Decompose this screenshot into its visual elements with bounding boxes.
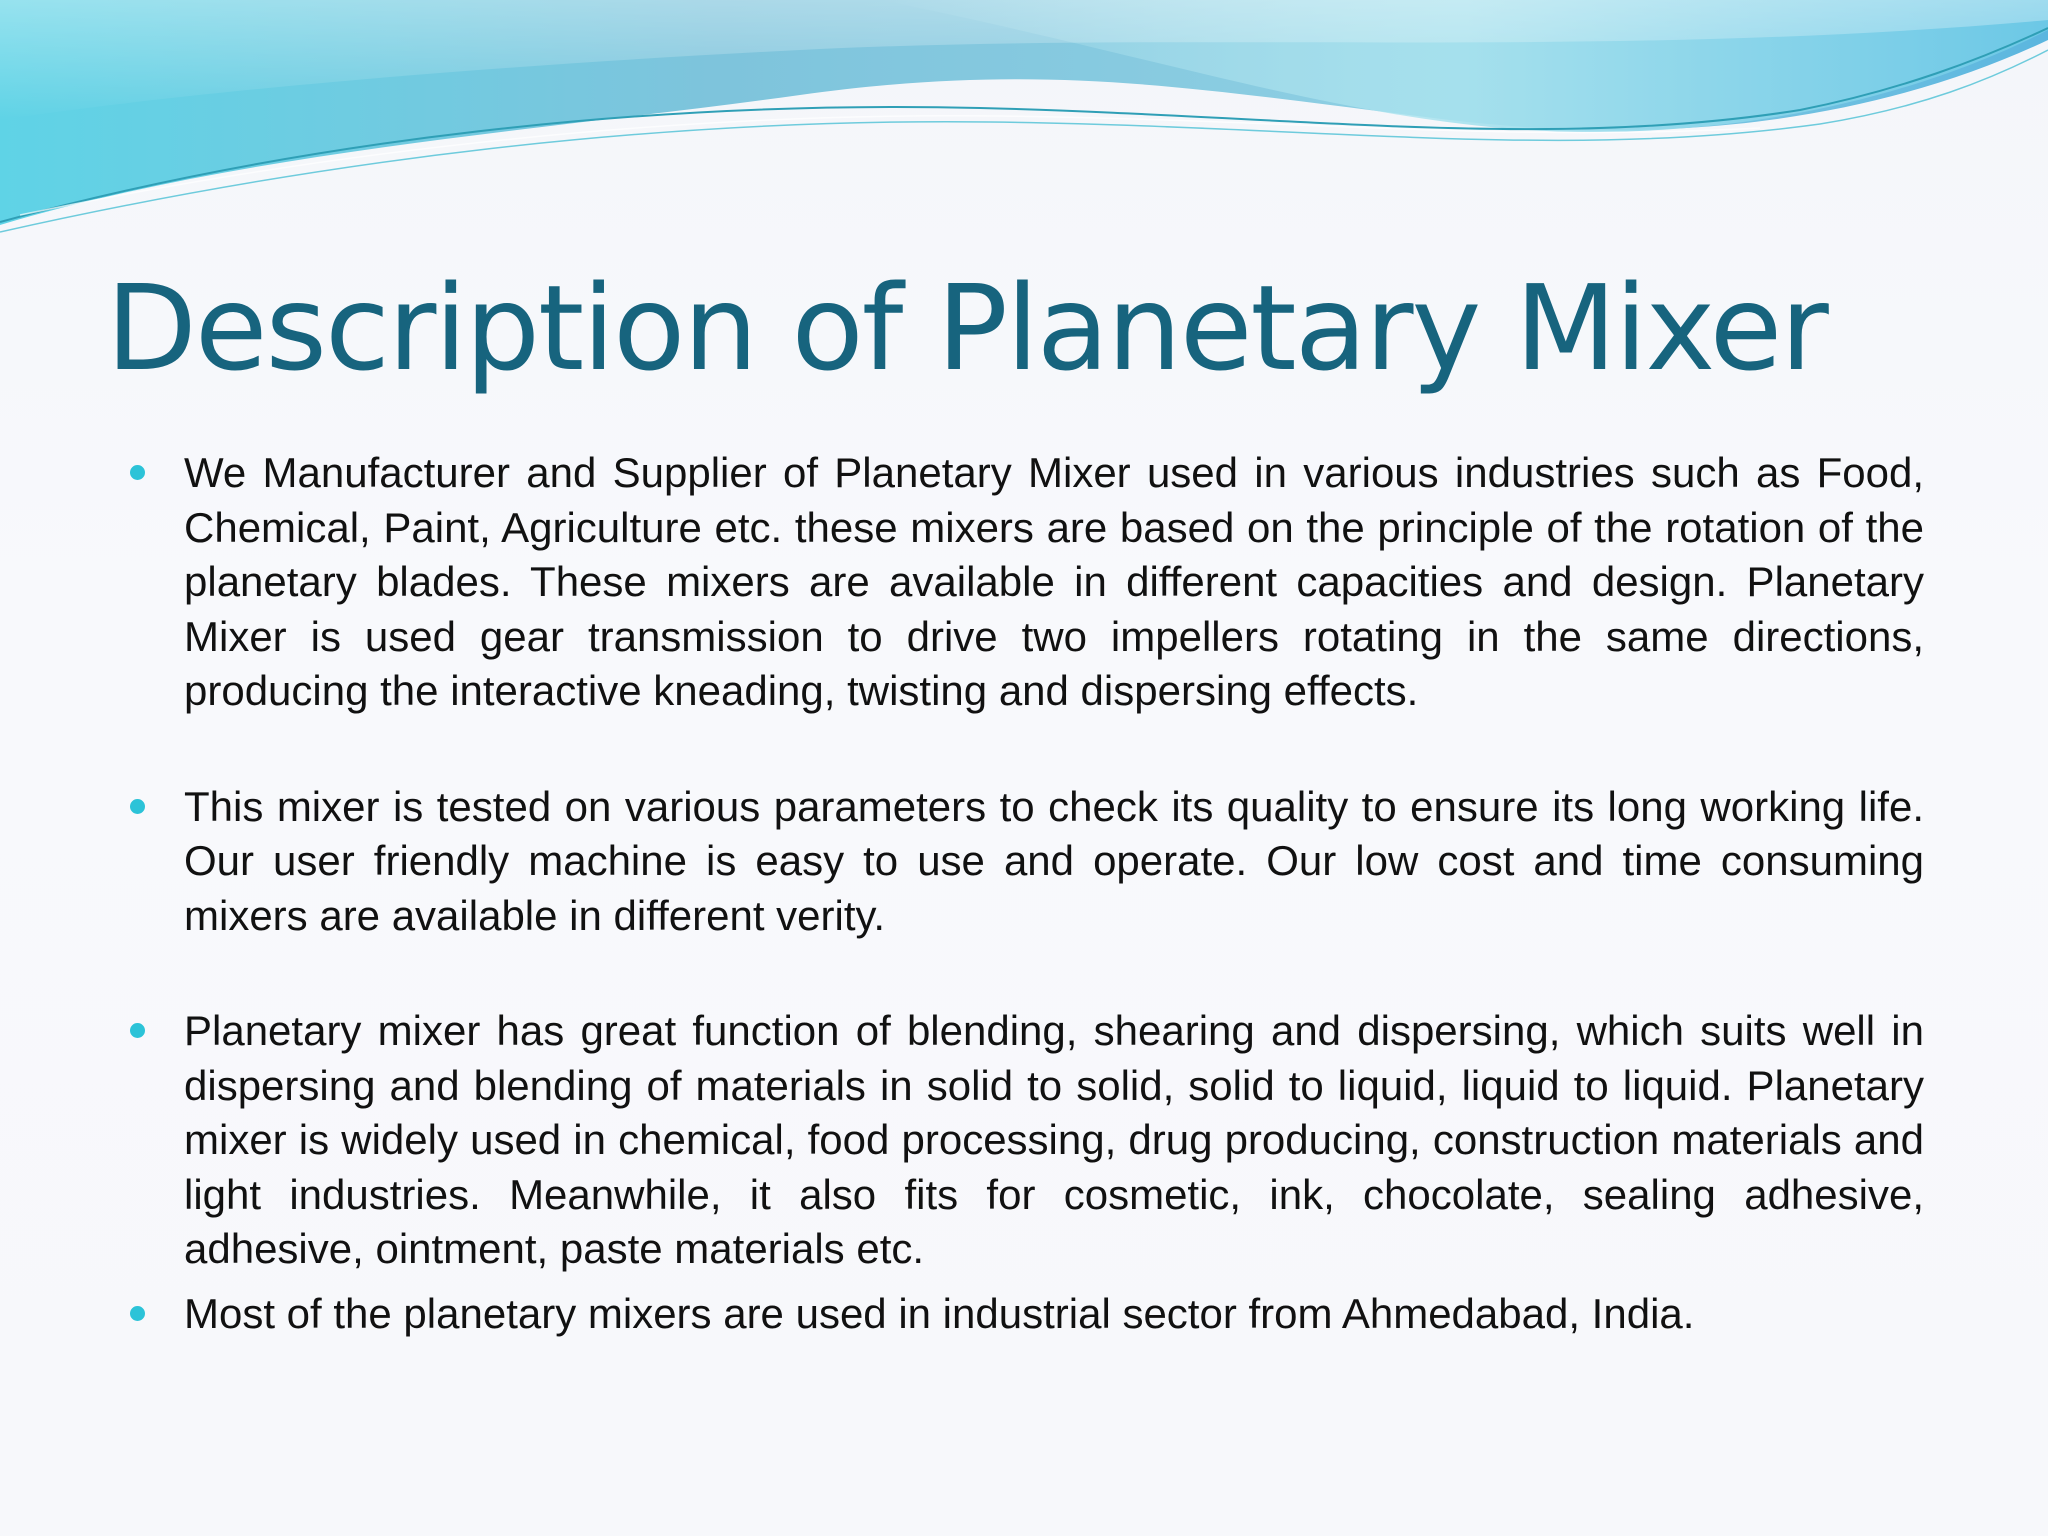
- slide-title: Description of Planetary Mixer: [106, 259, 1827, 397]
- bullet-text: We Manufacturer and Supplier of Planetary Mixer used in various industries such as Food, Chemical, Paint, Agriculture etc. these mixers are based on the principle of the rotation of the planetary blades. These mixers are available in different capacities and design. Planetary Mixer is used gear transmission to drive two impellers rotating in the same directions, producing the interactive kneading, twisting and dispersing effects.: [184, 449, 1924, 714]
- bullet-item: [130, 1004, 1924, 1277]
- bullet-dot-icon: [130, 465, 145, 480]
- bullet-dot-icon: [130, 799, 145, 814]
- bullet-text: This mixer is tested on various parameters to check its quality to ensure its long working life. Our user friendly machine is easy to use and operate. Our low cost and time consuming mixers are available in different verity.: [184, 782, 1924, 939]
- bullet-item: [130, 1287, 1924, 1342]
- bullet-list: [130, 446, 1924, 1341]
- header-wave-decoration: [0, 0, 2048, 260]
- bullet-dot-icon: [130, 1023, 145, 1038]
- bullet-text: Most of the planetary mixers are used in industrial sector from Ahmedabad, India.: [184, 1289, 1695, 1337]
- bullet-item: [130, 780, 1924, 944]
- bullet-item: [130, 446, 1924, 719]
- bullet-text: Planetary mixer has great function of blending, shearing and dispersing, which suits well in dispersing and blending of materials in solid to solid, solid to liquid, liquid to liquid. Planetary mixer is widely used in chemical, food processing, drug producing, construction materials and light industries. Meanwhile, it also fits for cosmetic, ink, chocolate, sealing adhesive, adhesive, ointment, paste materials etc.: [184, 1007, 1924, 1272]
- bullet-dot-icon: [130, 1306, 145, 1321]
